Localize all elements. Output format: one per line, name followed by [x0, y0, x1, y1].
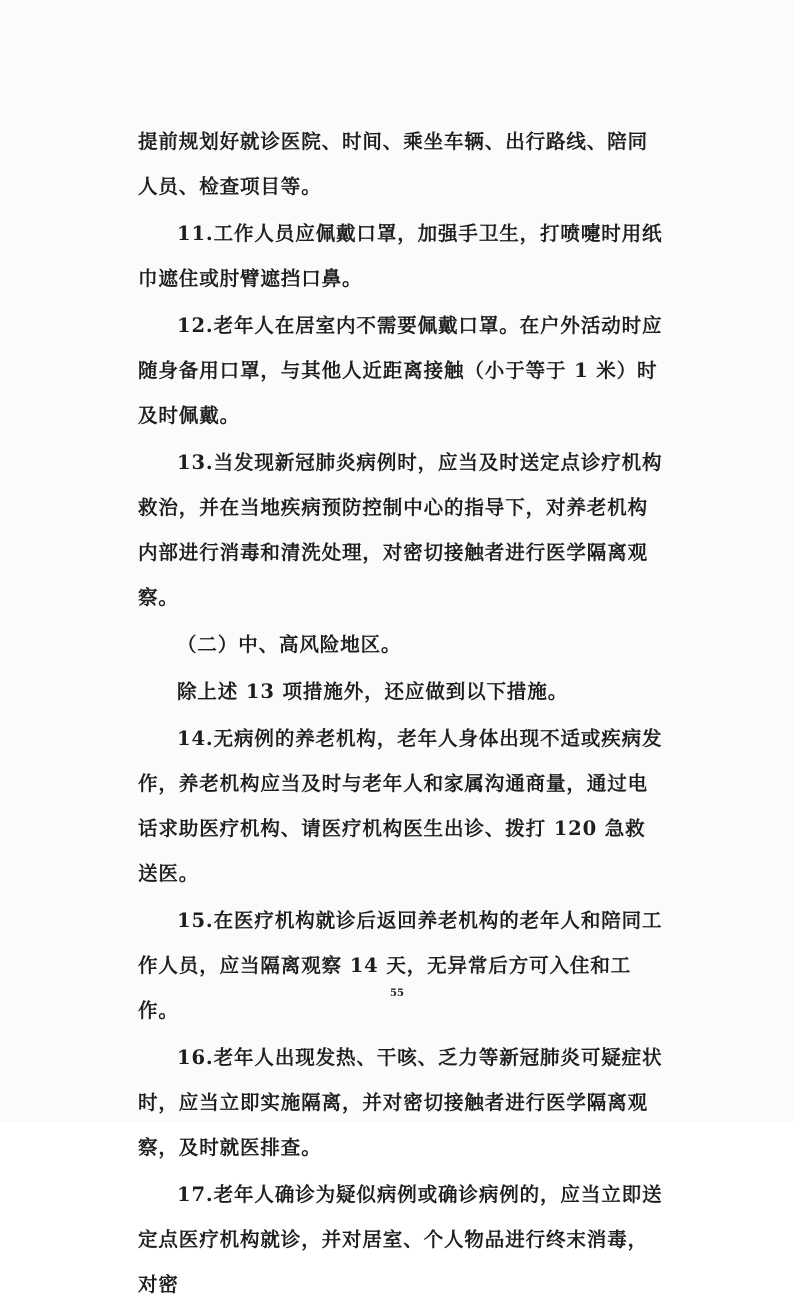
- paragraph-item-17: 17.老年人确诊为疑似病例或确诊病例的，应当立即送定点医疗机构就诊，并对居室、个人物品进行终末消毒，对密: [138, 1183, 663, 1296]
- paragraph-item-13: 13.当发现新冠肺炎病例时，应当及时送定点诊疗机构救治，并在当地疾病预防控制中心的指导下，对养老机构内部进行消毒和清洗处理，对密切接触者进行医学隔离观察。: [138, 451, 663, 609]
- paragraph-item-15: 15.在医疗机构就诊后返回养老机构的老年人和陪同工作人员，应当隔离观察 14 天，无异常后方可入住和工作。: [138, 909, 663, 1022]
- paragraph-item-11: 11.工作人员应佩戴口罩，加强手卫生，打喷嚏时用纸巾遮住或肘臂遮挡口鼻。: [138, 222, 663, 290]
- paragraph-item-16: 16.老年人出现发热、干咳、乏力等新冠肺炎可疑症状时，应当立即实施隔离，并对密切接触者进行医学隔离观察，及时就医排查。: [138, 1046, 663, 1159]
- page-number: 55: [390, 988, 404, 999]
- paragraph-continued: 提前规划好就诊医院、时间、乘坐车辆、出行路线、陪同人员、检查项目等。: [138, 130, 649, 198]
- document-body: [138, 119, 663, 1309]
- paragraph-item-12: 12.老年人在居室内不需要佩戴口罩。在户外活动时应随身备用口罩，与其他人近距离接触（小于等于 1 米）时及时佩戴。: [138, 314, 663, 427]
- paragraph-intro: 除上述 13 项措施外，还应做到以下措施。: [177, 680, 569, 703]
- section-heading: （二）中、高风险地区。: [177, 633, 402, 656]
- paragraph-item-14: 14.无病例的养老机构，老年人身体出现不适或疾病发作，养老机构应当及时与老年人和家属沟通商量，通过电话求助医疗机构、请医疗机构医生出诊、拨打 120 急救送医。: [138, 727, 663, 885]
